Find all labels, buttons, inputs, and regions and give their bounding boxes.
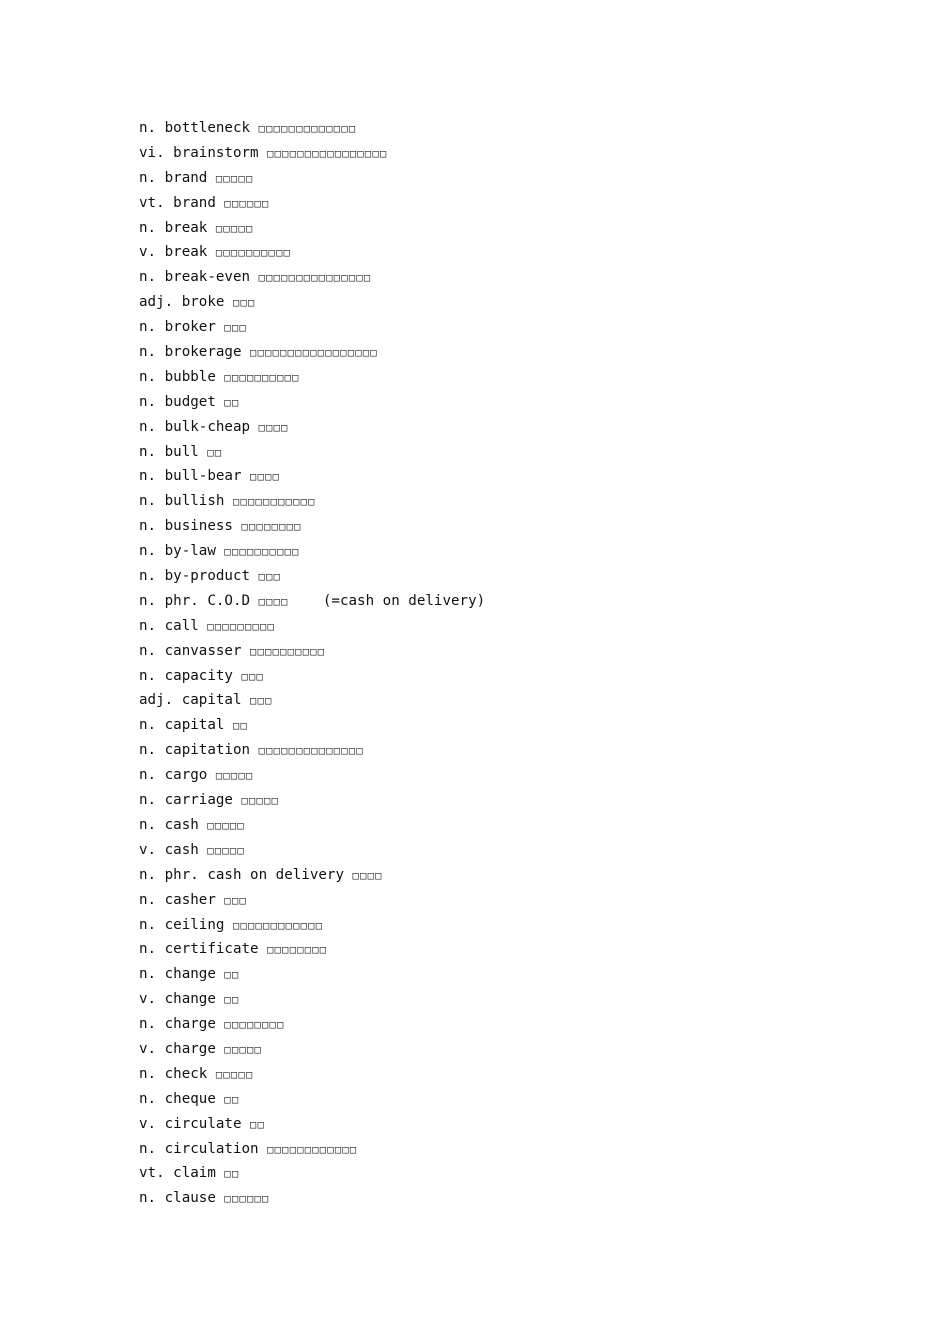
entry-definition: □□□□□□□□□□□ [232,496,316,509]
entry-definition: □□□□□ [207,819,245,832]
entry-term: v. circulate [139,1115,242,1132]
entry-definition: □□□□□ [215,172,254,185]
entry-definition: □□□□□□□□ [241,521,302,534]
entry-definition: □□□□□□□□□□□□ [267,1143,358,1156]
entry-term: n. broker [139,319,216,336]
glossary-entry [139,464,485,489]
entry-term: adj. capital [139,692,242,709]
entry-term: n. ceiling [139,916,225,933]
entry-definition: □□□□□ [224,1043,263,1056]
entry-definition: □□□□□□□□□ [207,620,276,633]
entry-term: n. bulk-cheap [139,418,251,435]
glossary-entry [139,216,485,241]
glossary-entry [139,141,485,166]
glossary-entry [139,340,485,365]
entry-note: (=cash on delivery) [322,592,486,609]
entry-definition: □□□□□ [215,222,254,235]
entry-term: v. break [139,244,208,261]
entry-term: vt. brand [139,194,216,211]
entry-definition: □□□□□□□□□□□□ [232,919,324,932]
entry-term: n. certificate [139,941,259,958]
entry-definition: □□□□□□ [224,1193,270,1206]
entry-definition: □□□□□□□□□□□□□□□□□ [250,347,378,360]
entry-term: n. circulation [139,1140,259,1157]
glossary-entry [139,962,485,987]
entry-term: n. bottleneck [139,120,251,136]
entry-definition: □□□ [232,297,256,310]
glossary-entry [139,614,485,639]
glossary-entry [139,589,485,614]
entry-definition: □□□□ [258,421,289,434]
glossary-entry [139,415,485,440]
entry-definition: □□ [224,1168,240,1181]
glossary-entry [139,1087,485,1112]
entry-definition: □□□□□□□□□□□□□□□□ [267,147,388,160]
glossary-entry [139,1012,485,1037]
entry-term: n. charge [139,1016,216,1033]
glossary-entry [139,1062,485,1087]
entry-term: n. bull [139,443,199,460]
entry-definition: □□ [207,446,223,459]
entry-term: n. capacity [139,667,233,684]
entry-term: n. change [139,966,216,983]
entry-term: n. brokerage [139,344,242,361]
glossary-entry [139,1161,485,1186]
entry-definition: □□ [224,994,240,1007]
entry-term: n. phr. cash on delivery [139,866,344,883]
entry-definition: □□□□□□□□□□ [250,645,326,658]
entry-term: n. capitation [139,742,251,759]
entry-term: v. cash [139,841,199,858]
entry-definition: □□□□□□□□ [267,944,328,957]
entry-definition: □□ [250,1118,266,1131]
glossary-entry [139,489,485,514]
glossary-entry [139,240,485,265]
entry-term: n. call [139,617,199,634]
entry-term: n. cash [139,816,199,833]
glossary-entry [139,440,485,465]
glossary-entry [139,788,485,813]
entry-term: n. break [139,219,208,236]
glossary-entry [139,688,485,713]
glossary-entry [139,838,485,863]
entry-term: n. bull-bear [139,468,242,485]
entry-term: vi. brainstorm [139,144,259,161]
glossary-entry [139,1112,485,1137]
glossary-entry [139,888,485,913]
glossary-entry [139,514,485,539]
entry-definition: □□□□□□□□□□□□□ [258,123,357,135]
entry-definition: □□□□□ [207,844,245,857]
glossary-entry [139,1137,485,1162]
glossary-entry [139,987,485,1012]
glossary-entry [139,315,485,340]
glossary-entry [139,166,485,191]
entry-definition: □□ [224,969,240,982]
entry-term: n. brand [139,169,208,186]
glossary-entry [139,290,485,315]
entry-term: n. cargo [139,767,208,784]
glossary-entry [139,390,485,415]
entry-term: n. bubble [139,368,216,385]
entry-definition: □□ [224,396,240,409]
glossary-entry [139,738,485,763]
entry-term: n. capital [139,717,225,734]
entry-term: n. by-law [139,543,216,560]
entry-term: v. charge [139,1040,216,1057]
entry-definition: □□□□□ [215,770,254,783]
entry-definition: □□□□□□□□ [224,1019,285,1032]
entry-term: n. carriage [139,792,233,809]
glossary-entry [139,713,485,738]
entry-term: n. budget [139,393,216,410]
entry-definition: □□□□□ [241,795,280,808]
glossary-entry [139,937,485,962]
glossary-entry [139,639,485,664]
entry-term: n. bullish [139,493,225,510]
entry-definition: □□□□□□□□□□□□□□ [258,745,364,758]
glossary-entry [139,913,485,938]
glossary-entry [139,664,485,689]
entry-term: n. phr. C.O.D [139,592,251,609]
glossary-entry [139,116,485,141]
glossary-list [139,116,485,1211]
glossary-entry [139,1037,485,1062]
entry-term: adj. broke [139,294,225,311]
entry-term: n. clause [139,1190,216,1207]
entry-term: n. business [139,518,233,535]
glossary-entry [139,1186,485,1211]
entry-definition: □□□ [224,322,247,335]
glossary-entry [139,763,485,788]
glossary-entry [139,539,485,564]
glossary-entry [139,564,485,589]
glossary-entry [139,863,485,888]
entry-definition: □□□□□□□□□□ [224,546,300,559]
entry-term: n. by-product [139,568,251,585]
entry-definition: □□□ [250,695,273,708]
entry-term: n. casher [139,891,216,908]
entry-term: v. change [139,991,216,1008]
entry-term: n. cheque [139,1090,216,1107]
entry-definition: □□ [224,1093,240,1106]
glossary-entry [139,365,485,390]
entry-term: n. canvasser [139,642,242,659]
entry-definition: □□□ [224,894,247,907]
entry-definition: □□□□ [352,869,383,882]
glossary-entry [139,191,485,216]
glossary-entry [139,813,485,838]
entry-term: vt. claim [139,1165,216,1182]
entry-term: n. break-even [139,269,251,286]
entry-definition: □□□ [241,670,265,683]
entry-definition: □□ [232,720,249,733]
entry-definition: □□□□□□□□□□□□□□□ [258,272,372,285]
entry-definition: □□□□□□□□□□ [224,371,300,384]
entry-definition: □□□□□□□□□□ [215,247,292,260]
glossary-entry [139,265,485,290]
entry-definition: □□□□ [258,595,289,608]
entry-definition: □□□□□ [215,1068,254,1081]
entry-term: n. check [139,1065,208,1082]
entry-definition: □□□□□□ [224,197,270,210]
entry-definition: □□□□ [250,471,281,484]
entry-definition: □□□ [258,571,282,584]
